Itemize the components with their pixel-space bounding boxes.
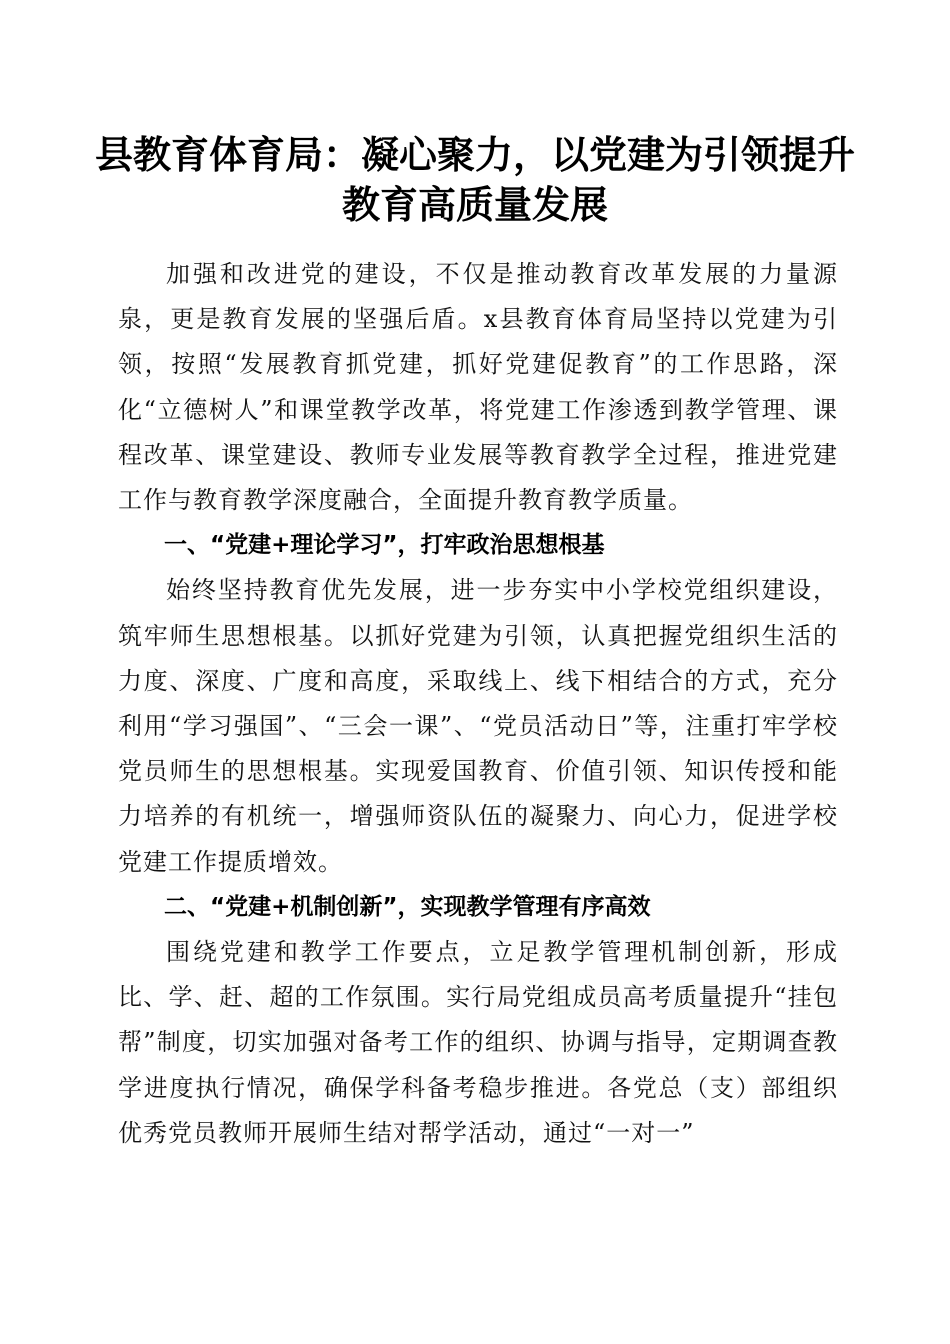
intro-paragraph: 加强和改进党的建设，不仅是推动教育改革发展的力量源泉，更是教育发展的坚强后盾。x县教育体育局坚持以党建为引领，按照“发展教育抓党建，抓好党建促教育”的工作思路，深化“立德树人”和课堂教学改革，将党建工作渗透到教学管理、课程改革、课堂建设、教师专业发展等教育教学全过程，推进党建工作与教育教学深度融合，全面提升教育教学质量。 bbox=[118, 260, 838, 515]
section-1-heading: 一、“党建+理论学习”，打牢政治思想根基 bbox=[164, 532, 605, 559]
title-line-2: 教育高质量发展 bbox=[341, 182, 608, 227]
section-2-heading: 二、“党建+机制创新”，实现教学管理有序高效 bbox=[164, 893, 651, 920]
section-1-paragraph: 始终坚持教育优先发展，进一步夯实中小学校党组织建设，筑牢师生思想根基。以抓好党建为引领，认真把握党组织生活的力度、深度、广度和高度，采取线上、线下相结合的方式，充分利用“学习强国”、“三会一课”、“党员活动日”等，注重打牢学校党员师生的思想根基。实现爱国教育、价值引领、知识传授和能力培养的有机统一，增强师资队伍的凝聚力、向心力，促进学校党建工作提质增效。 bbox=[118, 576, 838, 876]
document-body bbox=[118, 252, 838, 1156]
document-title bbox=[60, 130, 890, 230]
title-line-1: 县教育体育局：凝心聚力，以党建为引领提升 bbox=[94, 132, 855, 177]
section-2-paragraph: 围绕党建和教学工作要点，立足教学管理机制创新，形成比、学、赶、超的工作氛围。实行局党组成员高考质量提升“挂包帮”制度，切实加强对备考工作的组织、协调与指导，定期调查教学进度执行情况，确保学科备考稳步推进。各党总（支）部组织优秀党员教师开展师生结对帮学活动，通过“一对一” bbox=[118, 938, 838, 1147]
